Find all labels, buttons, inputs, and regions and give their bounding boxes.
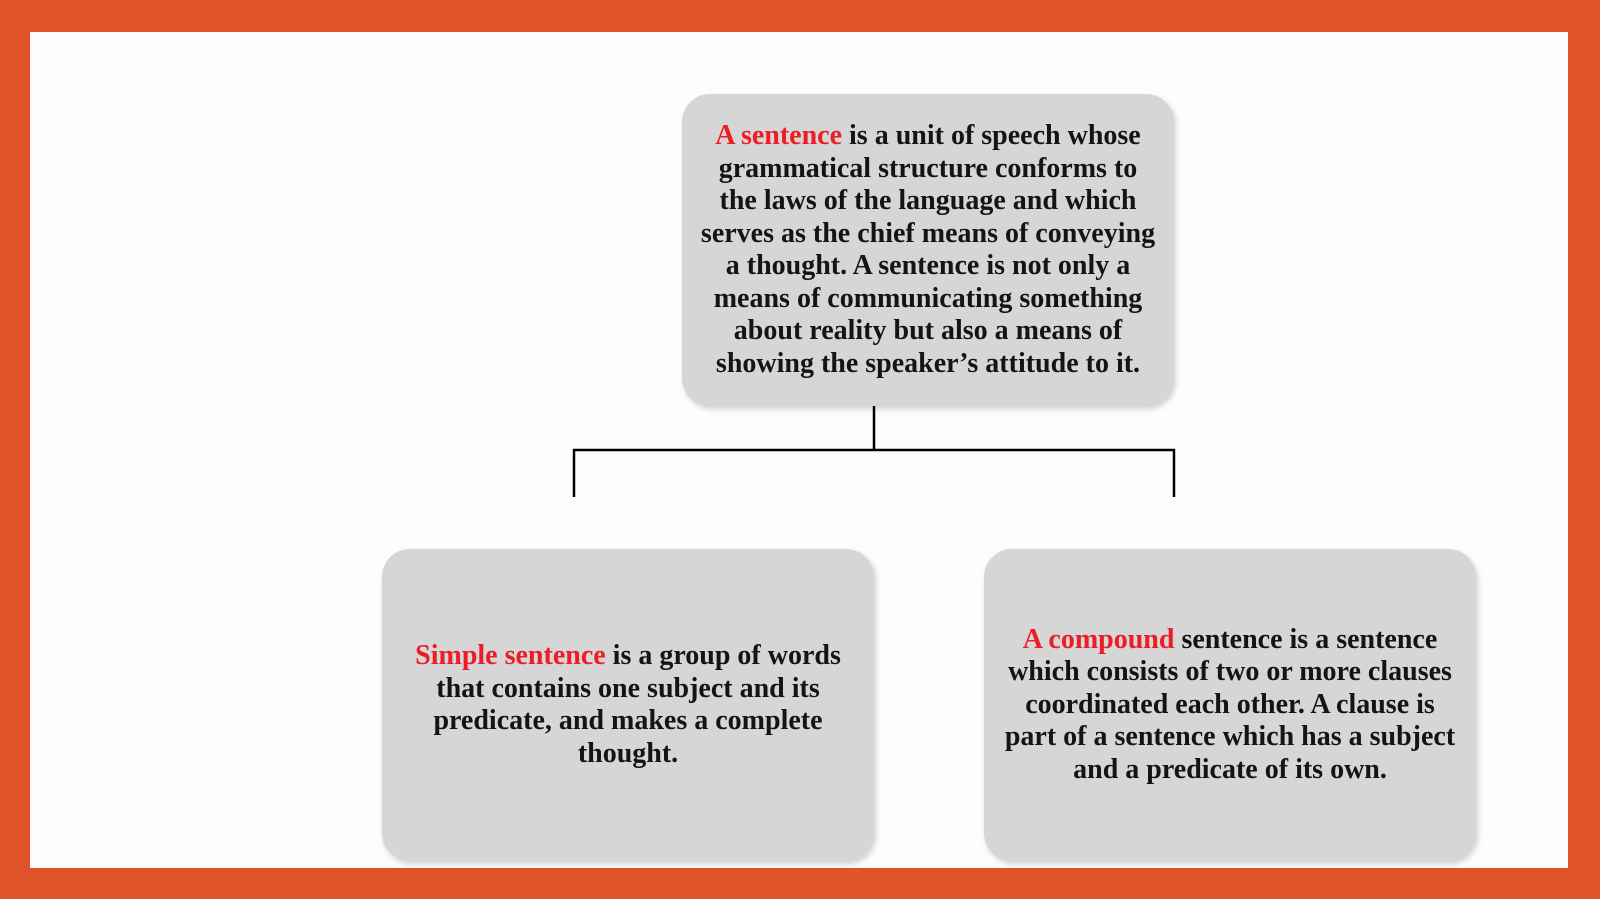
compound-sentence-body: sentence is a sentence which consists of two or more clauses coordinated each other. A clause is part of a sentence which has a subject and a predicate of its own. [1004,623,1456,785]
sentence-definition-text [698,120,1158,380]
sentence-term: A sentence [715,120,843,151]
simple-sentence-text [398,640,858,770]
compound-sentence-term: A compound [1022,623,1175,655]
simple-sentence-body: is a group of words that contains one subject and its predicate, and makes a complete thought. [433,640,841,769]
sentence-definition-box [682,94,1174,406]
sentence-definition-body: is a unit of speech whose grammatical structure conforms to the laws of the language and which serves as the chief means of conveying a thought. A sentence is not only a means of communicating something about reality but also a means of showing the speaker’s attitude to it. [700,120,1156,379]
simple-sentence-term: Simple sentence [415,640,606,671]
slide [30,32,1568,868]
simple-sentence-box [382,549,874,861]
compound-sentence-box [984,549,1476,861]
compound-sentence-text [1000,624,1460,787]
